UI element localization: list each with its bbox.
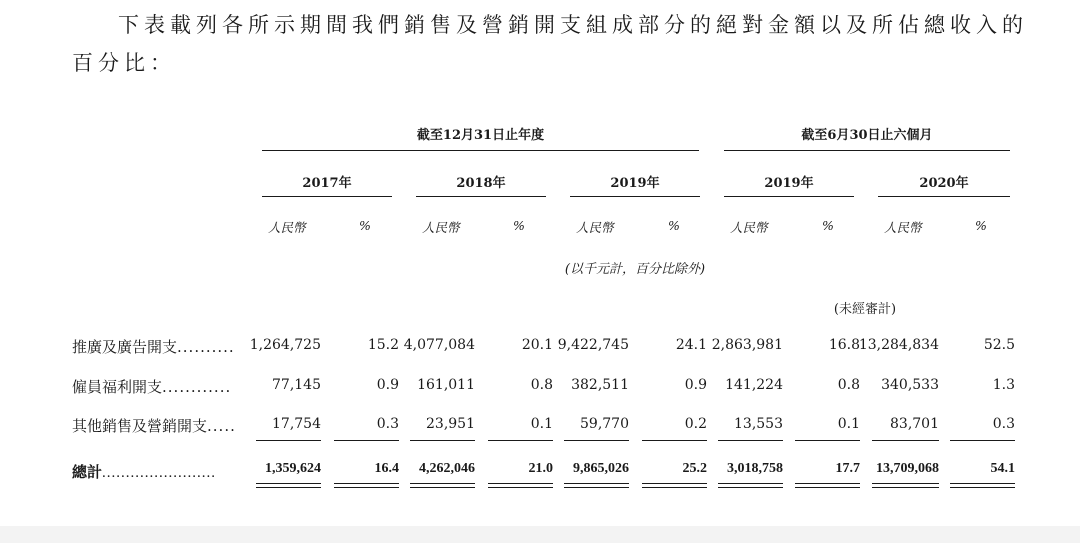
total-cell: 13,709,068 — [876, 461, 939, 476]
percent-header: % — [975, 218, 987, 233]
subtotal-rule — [718, 440, 783, 441]
total-double-rule — [795, 483, 860, 488]
table-cell: 0.9 — [684, 377, 707, 393]
table-cell: 9,422,745 — [557, 337, 629, 353]
total-double-rule — [872, 483, 939, 488]
year-rule-2019 — [570, 196, 700, 197]
currency-header: 人民幣 — [422, 220, 460, 235]
subtotal-rule — [410, 440, 475, 441]
subtotal-rule — [795, 440, 860, 441]
table-cell: 4,077,084 — [403, 337, 475, 353]
total-cell: 3,018,758 — [727, 461, 783, 476]
table-cell: 15.2 — [367, 337, 399, 353]
table-cell: 83,701 — [890, 416, 939, 432]
table-cell: 382,511 — [571, 377, 629, 393]
subtotal-rule — [334, 440, 399, 441]
year-header-2017: 2017年 — [302, 176, 352, 191]
currency-header: 人民幣 — [576, 220, 614, 235]
table-cell: 24.1 — [675, 337, 707, 353]
table-cell: 0.1 — [837, 416, 860, 432]
row-label-other-expenses: 其他銷售及營銷開支..... — [72, 417, 236, 435]
table-cell: 2,863,981 — [711, 337, 783, 353]
year-rule-2020 — [878, 196, 1010, 197]
table-cell: 13,553 — [734, 416, 783, 432]
row-label-total: 總計........................ — [72, 465, 217, 481]
subtotal-rule — [488, 440, 553, 441]
unit-note: (以千元計，百分比除外) — [564, 262, 706, 277]
table-cell: 340,533 — [881, 377, 939, 393]
table-cell: 0.3 — [376, 416, 399, 432]
year-header-2020: 2020年 — [919, 176, 969, 191]
table-cell: 0.2 — [684, 416, 707, 432]
total-cell: 17.7 — [835, 461, 860, 476]
table-cell: 77,145 — [272, 377, 321, 393]
table-cell: 1.3 — [992, 377, 1015, 393]
percent-header: % — [513, 218, 525, 233]
subtotal-rule — [564, 440, 629, 441]
table-cell: 161,011 — [417, 377, 475, 393]
table-cell: 0.8 — [530, 377, 553, 393]
total-cell: 4,262,046 — [419, 461, 475, 476]
currency-header: 人民幣 — [268, 220, 306, 235]
total-double-rule — [564, 483, 629, 488]
total-cell: 54.1 — [990, 461, 1015, 476]
total-cell: 1,359,624 — [265, 461, 321, 476]
currency-header: 人民幣 — [884, 220, 922, 235]
header-year-group-rule — [262, 150, 699, 151]
header-halfyear-group-rule — [724, 150, 1010, 151]
year-rule-2018 — [416, 196, 546, 197]
year-header-2019: 2019年 — [610, 176, 660, 191]
table-cell: 13,284,834 — [858, 337, 939, 353]
total-cell: 16.4 — [374, 461, 399, 476]
table-cell: 16.8 — [828, 337, 860, 353]
table-cell: 1,264,725 — [249, 337, 321, 353]
percent-header: % — [822, 218, 834, 233]
unaudited-note: (未經審計) — [833, 302, 897, 317]
table-cell: 59,770 — [580, 416, 629, 432]
currency-header: 人民幣 — [730, 220, 768, 235]
year-rule-2019-h1 — [724, 196, 854, 197]
table-cell: 0.1 — [530, 416, 553, 432]
year-header-2019-h1: 2019年 — [764, 176, 814, 191]
total-cell: 25.2 — [682, 461, 707, 476]
total-cell: 9,865,026 — [573, 461, 629, 476]
subtotal-rule — [642, 440, 707, 441]
total-double-rule — [410, 483, 475, 488]
total-double-rule — [950, 483, 1015, 488]
page-bottom-strip — [0, 526, 1080, 543]
total-double-rule — [488, 483, 553, 488]
header-halfyear-group: 截至6月30日止六個月 — [801, 128, 933, 143]
table-cell: 20.1 — [521, 337, 553, 353]
percent-header: % — [668, 218, 680, 233]
year-rule-2017 — [262, 196, 392, 197]
table-cell: 141,224 — [725, 377, 783, 393]
total-double-rule — [256, 483, 321, 488]
total-double-rule — [718, 483, 783, 488]
row-label-promotion: 推廣及廣告開支.......... — [72, 338, 235, 356]
year-header-2018: 2018年 — [456, 176, 506, 191]
table-cell: 0.9 — [376, 377, 399, 393]
table-cell: 52.5 — [983, 337, 1015, 353]
subtotal-rule — [872, 440, 939, 441]
table-cell: 0.8 — [837, 377, 860, 393]
table-cell: 17,754 — [272, 416, 321, 432]
subtotal-rule — [256, 440, 321, 441]
table-cell: 0.3 — [992, 416, 1015, 432]
total-double-rule — [334, 483, 399, 488]
total-cell: 21.0 — [528, 461, 553, 476]
subtotal-rule — [950, 440, 1015, 441]
table-cell: 23,951 — [426, 416, 475, 432]
row-label-employee-benefits: 僱員福利開支............ — [72, 378, 232, 396]
total-double-rule — [642, 483, 707, 488]
intro-paragraph: 下表載列各所示期間我們銷售及營銷開支組成部分的絕對金額以及所佔總收入的百分比： — [72, 13, 1028, 75]
header-year-group: 截至12月31日止年度 — [416, 128, 545, 143]
percent-header: % — [359, 218, 371, 233]
